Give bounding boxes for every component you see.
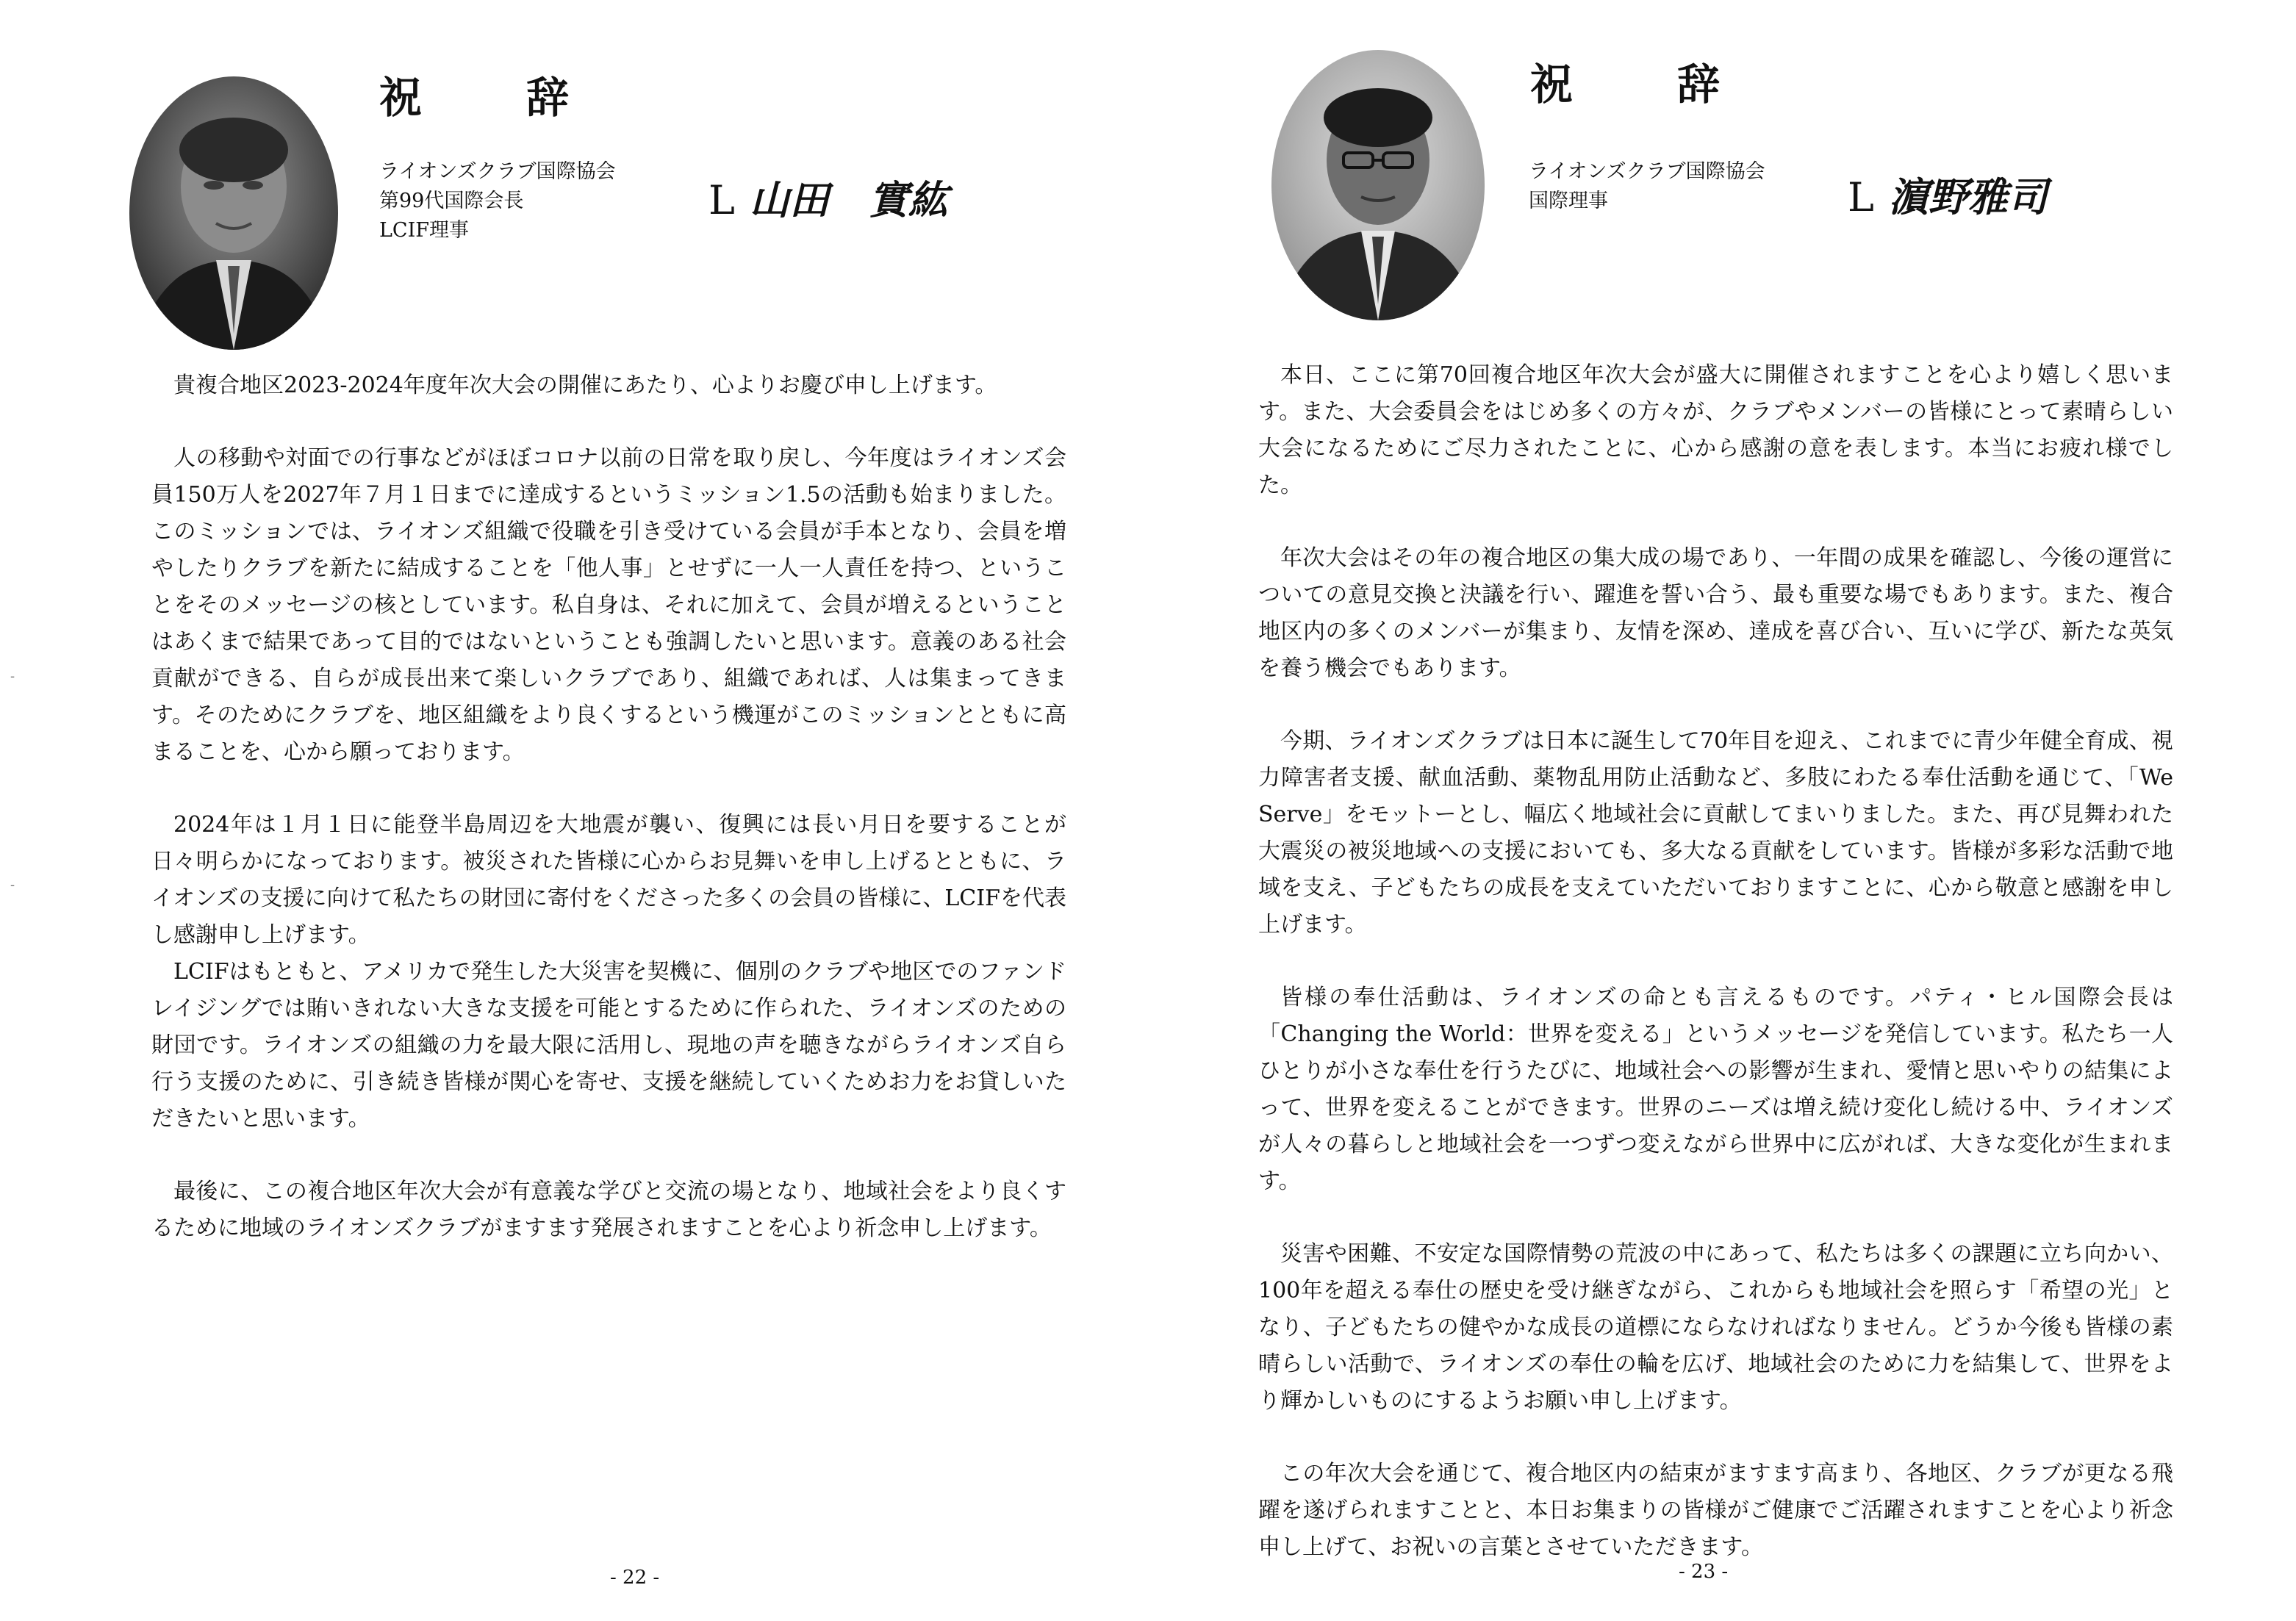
body-paragraph: 今期、ライオンズクラブは日本に誕生して70年目を迎え、これまでに青少年健全育成、視力障害者支援、献血活動、薬物乱用防止活動など、多肢にわたる奉仕活動を通じて、「We Serve」をモットーとし、幅広く地域社会に貢献してまいりました。また、再び見舞われた大震災の被災地域への支援においても、多大なる貢献をしています。皆様が多彩な活動で地域を支え、子どもたちの成長を支えていただいておりますことに、心から敬意と感謝を申し上げます。 [1258,728,2173,938]
author-signature [708,169,948,226]
author-affiliation [379,157,616,245]
affiliation-line: 第99代国際会長 [379,190,524,212]
page-heading: 祝 辞 [379,73,600,123]
portrait-photo-image [1271,50,1485,320]
signature-name: 濵野雅司 [1888,173,2048,220]
page-number: - 23 - [1679,1561,1729,1583]
affiliation-line: LCIF理事 [379,219,469,242]
page-number: - 22 - [610,1567,660,1589]
edge-mark: - [10,669,15,684]
body-paragraph: 災害や困難、不安定な国際情勢の荒波の中にあって、私たちは多くの課題に立ち向かい、100年を超える奉仕の歴史を受け継ぎながら、これからも地域社会を照らす「希望の光」となり、子どもたちの健やかな成長の道標にならなければなりません。どうか今後も皆様の素晴らしい活動で、ライオンズの奉仕の輪を広げ、地域社会のために力を結集して、世界をより輝かしいものにするようお願い申し上げます。 [1258,1241,2173,1414]
page-23 [1148,0,2296,1621]
author-signature [1848,166,2048,223]
affiliation-line: ライオンズクラブ国際協会 [379,160,616,183]
affiliation-line: ライオンズクラブ国際協会 [1529,160,1765,183]
signature-name: 山田 實紘 [749,176,948,223]
body-paragraph: 本日、ここに第70回複合地区年次大会が盛大に開催されますことを心より嬉しく思います。また、大会委員会をはじめ多くの方々が、クラブやメンバーの皆様にとって素晴らしい大会になるためにご尽力されたことに、心から感謝の意を表します。本当にお疲れ様でした。 [1258,362,2173,498]
signature-prefix: L [708,177,735,223]
body-paragraph: 2024年は１月１日に能登半島周辺を大地震が襲い、復興には長い月日を要することが日々明らかになっております。被災された皆様に心からお見舞いを申し上げるとともに、ライオンズの支援に向けて私たちの財団に寄付をくださった多くの会員の皆様に、LCIFを代表し感謝申し上げます。 [151,812,1066,948]
body-paragraph: 貴複合地区2023-2024年度年次大会の開催にあたり、心よりお慶び申し上げます。 [173,373,997,398]
message-body [1258,357,2173,1602]
body-paragraph: 年次大会はその年の複合地区の集大成の場であり、一年間の成果を確認し、今後の運営についての意見交換と決議を行い、躍進を誓い合う、最も重要な場でもあります。また、複合地区内の多くのメンバーが集まり、友情を深め、達成を喜び合い、互いに学び、新たな英気を養う機会でもあります。 [1258,545,2173,681]
page-heading: 祝 辞 [1530,60,1751,109]
author-affiliation [1529,157,1765,216]
edge-mark: - [10,877,15,893]
affiliation-line: 国際理事 [1529,190,1608,212]
message-body [151,367,1066,1283]
body-paragraph: 皆様の奉仕活動は、ライオンズの命とも言えるものです。パティ・ヒル国際会長は「Changing the World：世界を変える」というメッセージを発信しています。私たち一人ひとりが小さな奉仕を行うたびに、地域社会への影響が生まれ、愛情と思いやりの結集によって、世界を変えることができます。世界のニーズは増え続け変化し続ける中、ライオンズが人々の暮らしと地域社会を一つずつ変えながら世界中に広がれば、大きな変化が生まれます。 [1258,985,2173,1194]
signature-prefix: L [1848,174,1874,220]
body-paragraph: 最後に、この複合地区年次大会が有意義な学びと交流の場となり、地域社会をより良くするために地域のライオンズクラブがますます発展されますことを心より祈念申し上げます。 [151,1179,1066,1241]
body-paragraph: 人の移動や対面での行事などがほぼコロナ以前の日常を取り戻し、今年度はライオンズ会員150万人を2027年７月１日までに達成するというミッション1.5の活動も始まりました。このミッションでは、ライオンズ組織で役職を引き受けている会員が手本となり、会員を増やしたりクラブを新たに結成することを「他人事」とせずに一人一人責任を持つ、ということをそのメッセージの核としています。私自身は、それに加えて、会員が増えるということはあくまで結果であって目的ではないということも強調したいと思います。意義のある社会貢献ができる、自らが成長出来て楽しいクラブであり、組織であれば、人は集まってきます。そのためにクラブを、地区組織をより良くするという機運がこのミッションとともに高まることを、心から願っております。 [151,445,1066,765]
body-paragraph: この年次大会を通じて、複合地区内の結束がますます高まり、各地区、クラブが更なる飛躍を遂げられますことと、本日お集まりの皆様がご健康でご活躍されますことを心より祈念申し上げて、お祝いの言葉とさせていただきます。 [1258,1461,2173,1560]
portrait-photo-image [129,76,338,350]
portrait-photo [1271,50,1485,320]
portrait-photo [129,76,338,350]
body-paragraph: LCIFはもともと、アメリカで発生した大災害を契機に、個別のクラブや地区でのファンドレイジングでは賄いきれない大きな支援を可能とするために作られた、ライオンズのための財団です。ライオンズの組織の力を最大限に活用し、現地の声を聴きながらライオンズ自ら行う支援のために、引き続き皆様が関心を寄せ、支援を継続していくためお力をお貸しいただきたいと思います。 [151,959,1066,1132]
